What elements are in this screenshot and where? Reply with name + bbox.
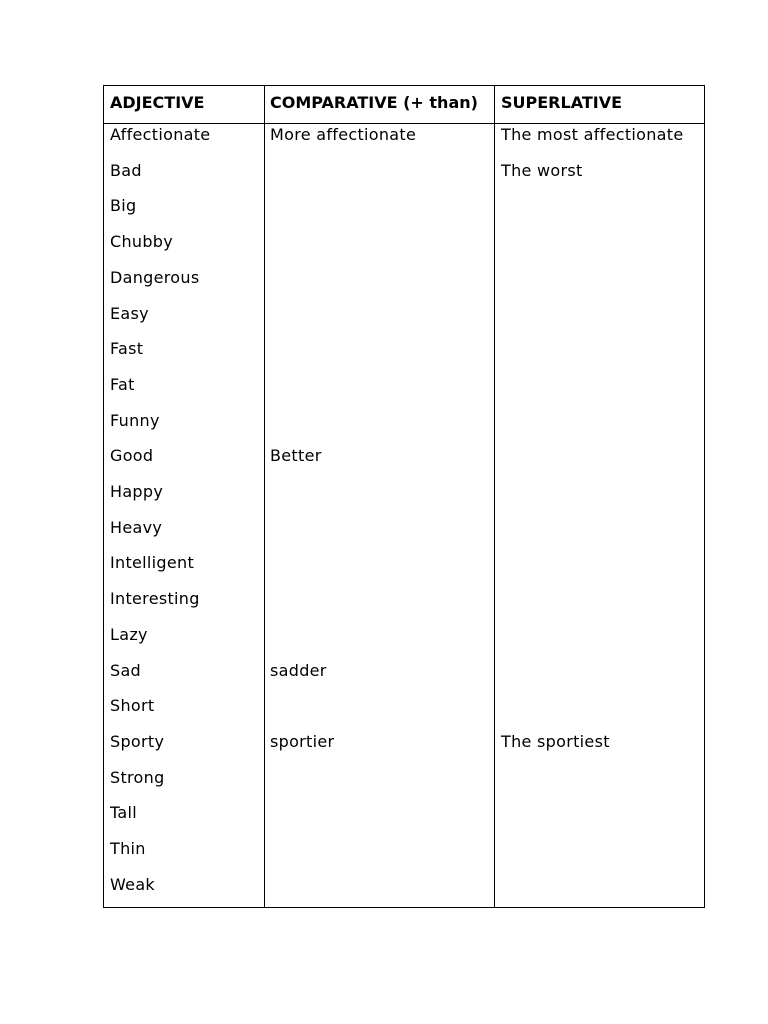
- superlative-cell: The worst: [501, 160, 583, 180]
- adjective-cell: Bad: [110, 160, 142, 180]
- adjective-cell: Thin: [110, 839, 146, 858]
- adjective-cell: Affectionate: [110, 125, 211, 144]
- adjective-cell: Chubby: [110, 232, 174, 252]
- column-divider: [494, 86, 495, 907]
- adjective-cell: Heavy: [110, 517, 163, 537]
- comparative-cell: Better: [270, 446, 322, 466]
- adjective-cell: Short: [110, 696, 155, 716]
- adjective-cell: Fat: [110, 374, 135, 394]
- adjective-cell: Good: [110, 446, 154, 466]
- superlative-cell: The most affectionate: [501, 125, 684, 144]
- adjective-cell: Funny: [110, 410, 160, 430]
- adjective-cell: Fast: [110, 339, 144, 359]
- adjective-cell: Easy: [110, 303, 149, 323]
- adjective-cell: Weak: [110, 874, 155, 894]
- comparative-cell: More affectionate: [270, 125, 417, 144]
- adjective-cell: Sporty: [110, 731, 165, 751]
- adjective-cell: Tall: [110, 803, 138, 823]
- header-comparative: COMPARATIVE (+ than): [270, 93, 478, 112]
- adjective-cell: Dangerous: [110, 267, 200, 287]
- adjective-cell: Lazy: [110, 624, 148, 644]
- adjective-cell: Big: [110, 196, 137, 216]
- comparative-cell: sadder: [270, 660, 327, 680]
- comparative-cell: sportier: [270, 731, 335, 751]
- adjective-cell: Interesting: [110, 589, 200, 609]
- header-superlative: SUPERLATIVE: [501, 93, 623, 112]
- superlative-cell: The sportiest: [501, 731, 610, 751]
- adjective-cell: Sad: [110, 660, 142, 680]
- adjective-cell: Intelligent: [110, 553, 195, 573]
- header-adjective: ADJECTIVE: [110, 93, 205, 112]
- column-divider: [264, 86, 265, 907]
- adjective-cell: Strong: [110, 767, 165, 787]
- adjective-cell: Happy: [110, 482, 164, 501]
- adjective-comparison-table: [103, 85, 705, 908]
